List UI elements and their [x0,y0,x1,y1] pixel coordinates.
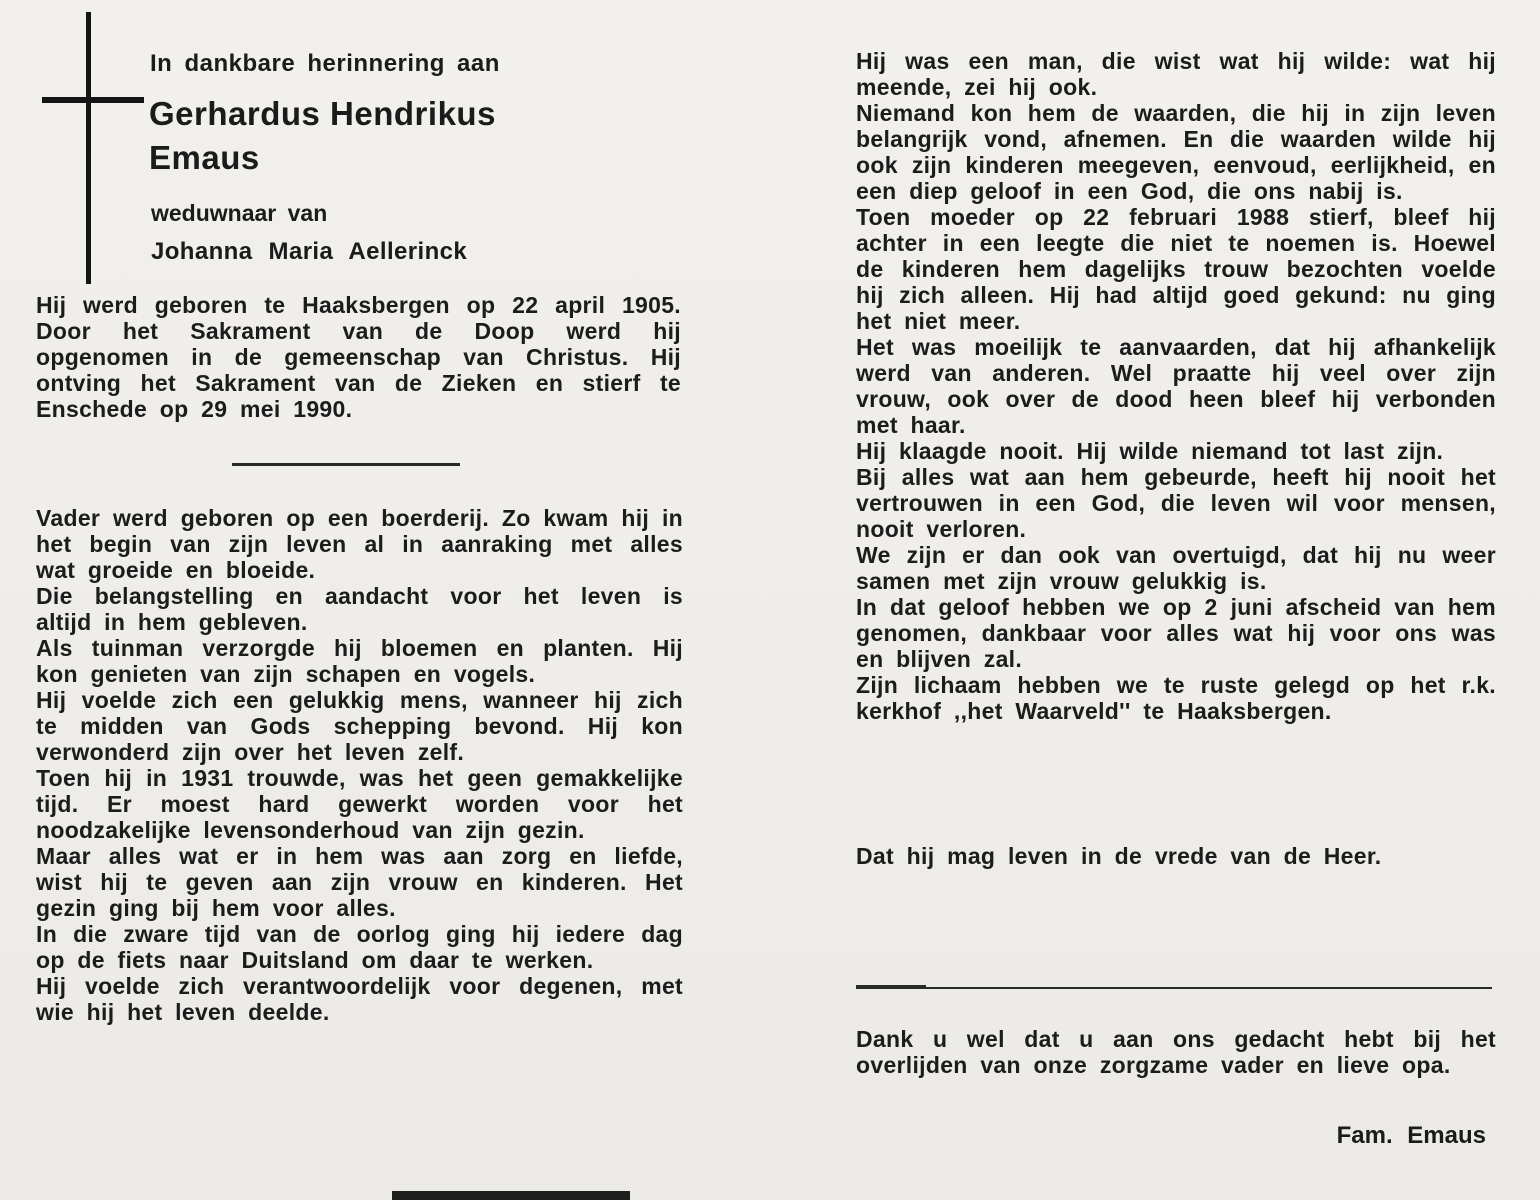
scan-artifact [392,1191,630,1200]
memories-paragraph: Bij alles wat aan hem gebeurde, heeft hij nooit het vertrouwen in een God, die leven wil voor mensen, nooit verloren. [856,464,1496,542]
deceased-name: Gerhardus Hendrikus Emaus [149,95,496,176]
memories-paragraph: In dat geloof hebben we op 2 juni afscheid van hem genomen, dankbaar voor alles wat hij voor ons was en blijven zal. [856,594,1496,672]
spouse-name: Johanna Maria Aellerinck [151,238,468,265]
memories-paragraph: Niemand kon hem de waarden, die hij in zijn leven belangrijk vond, afnemen. En die waarden wilde hij ook zijn kinderen meegeven, eenvoud, eerlijkheid, en een diep geloof in een God, die ons nabij is. [856,100,1496,204]
cross-icon-horizontal [42,97,144,103]
left-divider [232,463,460,466]
life-paragraph: In die zware tijd van de oorlog ging hij iedere dag op de fiets naar Duitsland om daar te werken. [36,921,683,973]
memories-paragraph: Hij klaagde nooit. Hij wilde niemand tot last zijn. [856,438,1444,464]
memories [856,48,1496,724]
memories-paragraph: Het was moeilijk te aanvaarden, dat hij afhankelijk werd van anderen. Wel praatte hij veel over zijn vrouw, ook over de dood heen bleef hij verbonden met haar. [856,334,1496,438]
life-paragraph: Vader werd geboren op een boerderij. Zo kwam hij in het begin van zijn leven al in aanraking met alles wat groeide en bloeide. [36,505,683,583]
memories-paragraph: Zijn lichaam hebben we te ruste gelegd op het r.k. kerkhof ,,het Waarveld'' te Haaksbergen. [856,672,1496,724]
signature: Fam. Emaus [1336,1122,1486,1149]
life-paragraph: Hij voelde zich verantwoordelijk voor degenen, met wie hij het leven deelde. [36,973,683,1025]
life-paragraph: Als tuinman verzorgde hij bloemen en planten. Hij kon genieten van zijn schapen en vogels. [36,635,683,687]
thanks-paragraph: Dank u wel dat u aan ons gedacht hebt bij het overlijden van onze zorgzame vader en lieve opa. [856,1026,1496,1078]
life-story [36,505,683,1025]
thanks-divider-tick [856,985,926,989]
memories-paragraph: Toen moeder op 22 februari 1988 stierf, bleef hij achter in een leegte die niet te noemen is. Hoewel de kinderen hem dagelijks trouw bezochten voelde hij zich alleen. Hij had altijd goed gekund: nu ging het niet meer. [856,204,1496,334]
cross-icon [86,12,91,284]
intro-line: In dankbare herinnering aan [150,50,500,77]
relation-label: weduwnaar van [151,200,328,226]
life-paragraph: Die belangstelling en aandacht voor het leven is altijd in hem gebleven. [36,583,683,635]
closing-line: Dat hij mag leven in de vrede van de Heer. [856,843,1382,869]
memories-paragraph: We zijn er dan ook van overtuigd, dat hij nu weer samen met zijn vrouw gelukkig is. [856,542,1496,594]
life-paragraph: Hij voelde zich een gelukkig mens, wanneer hij zich te midden van Gods schepping bevond. Hij kon verwonderd zijn over het leven zelf. [36,687,683,765]
thanks-divider [856,987,1492,989]
life-paragraph: Maar alles wat er in hem was aan zorg en liefde, wist hij te geven aan zijn vrouw en kinderen. Het gezin ging bij hem voor alles. [36,843,683,921]
life-paragraph: Toen hij in 1931 trouwde, was het geen gemakkelijke tijd. Er moest hard gewerkt worden voor het noodzakelijke levensonderhoud van zijn gezin. [36,765,683,843]
birth-paragraph: Hij werd geboren te Haaksbergen op 22 april 1905. Door het Sakrament van de Doop werd hij opgenomen in de gemeenschap van Christus. Hij ontving het Sakrament van de Zieken en stierf te Enschede op 29 mei 1990. [36,292,681,422]
memories-paragraph: Hij was een man, die wist wat hij wilde: wat hij meende, zei hij ook. [856,48,1496,100]
